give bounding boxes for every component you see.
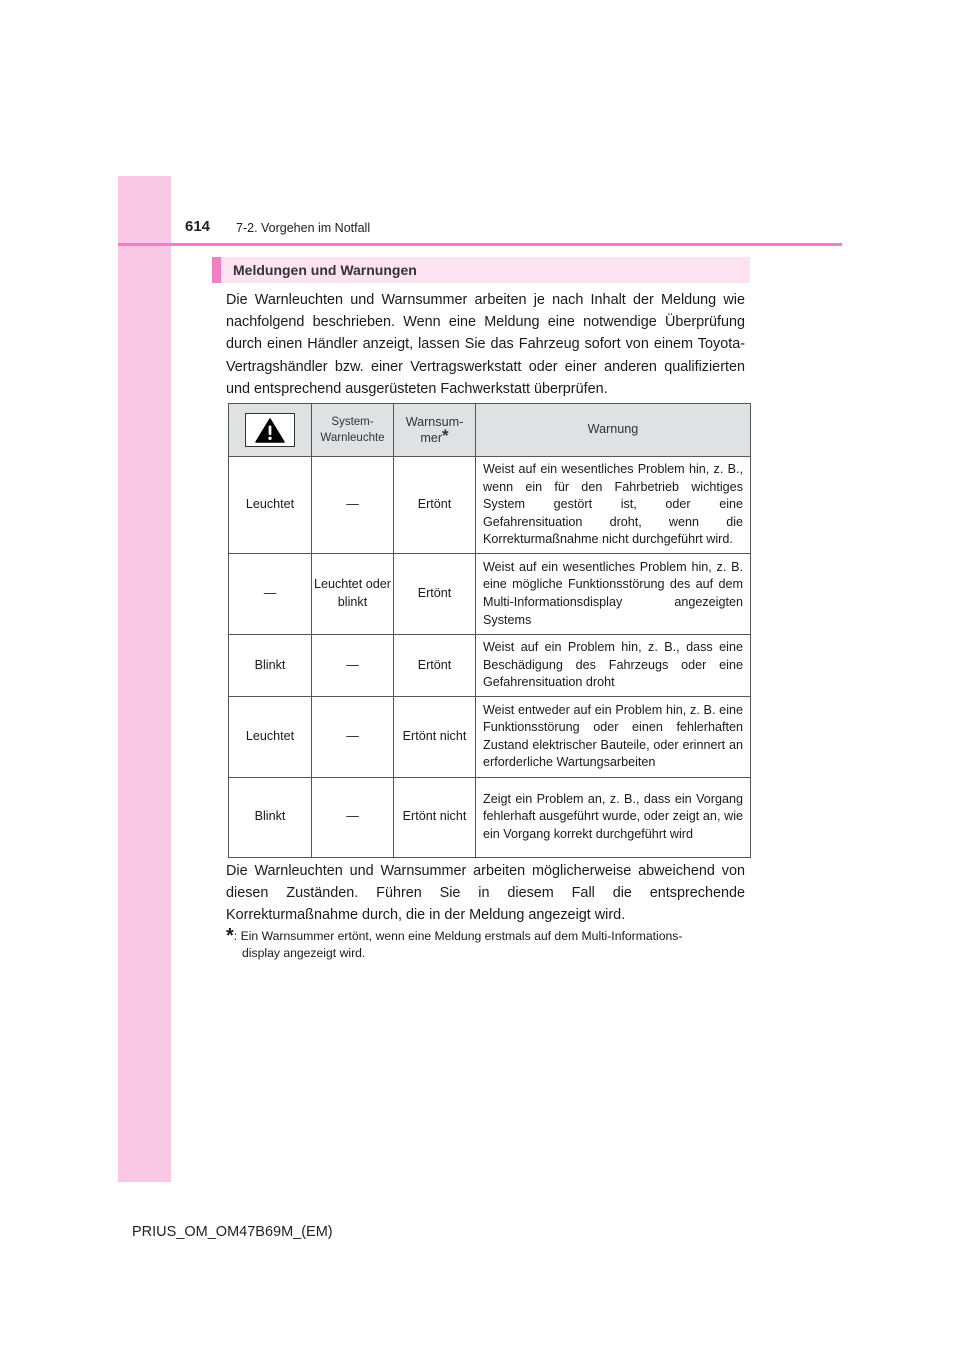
table-row bbox=[229, 635, 751, 697]
document-footer-code: PRIUS_OM_OM47B69M_(EM) bbox=[132, 1224, 333, 1240]
cell-indicator: — bbox=[229, 554, 312, 635]
header-warning-label: Warnung bbox=[587, 422, 639, 437]
cell-buzzer: Ertönt nicht bbox=[394, 777, 476, 857]
warning-table bbox=[228, 403, 751, 858]
cell-system-light: Leuchtet oder blinkt bbox=[312, 554, 394, 635]
cell-warning: Weist auf ein wesentliches Problem hin, z. B. eine mögliche Funktionsstörung des auf dem Multi-Informationsdisplay angezeigten Systems bbox=[476, 554, 751, 635]
cell-buzzer: Ertönt bbox=[394, 554, 476, 635]
header-buzzer-line2: mer bbox=[420, 431, 443, 445]
cell-system-light: — bbox=[312, 696, 394, 777]
page-number: 614 bbox=[185, 218, 211, 235]
section-title: 7-2. Vorgehen im Notfall bbox=[236, 221, 371, 235]
footnote bbox=[226, 925, 745, 962]
table-row bbox=[229, 777, 751, 857]
cell-warning: Zeigt ein Problem an, z. B., dass ein Vorgang fehlerhaft ausgeführt wurde, oder zeigt an, wie ein Vorgang korrekt durchgeführt wird bbox=[476, 777, 751, 857]
header-system-line2: Warnleuchte bbox=[320, 432, 385, 444]
header-buzzer-footnote-marker: * bbox=[442, 426, 449, 445]
cell-indicator: Leuchtet bbox=[229, 457, 312, 554]
table-row bbox=[229, 696, 751, 777]
cell-indicator: Blinkt bbox=[229, 777, 312, 857]
header-buzzer bbox=[394, 404, 476, 457]
subheading-title: Meldungen und Warnungen bbox=[233, 262, 417, 278]
footnote-text-line2: display angezeigt wird. bbox=[242, 946, 366, 960]
header-warning bbox=[476, 404, 751, 457]
cell-warning: Weist entweder auf ein Problem hin, z. B. eine Funktionsstörung oder einen fehlerhaften Zustand elektrischer Bauteile, oder erinnert an erforderliche Wartungsarbeiten bbox=[476, 696, 751, 777]
cell-indicator: Leuchtet bbox=[229, 696, 312, 777]
cell-system-light: — bbox=[312, 457, 394, 554]
cell-buzzer: Ertönt bbox=[394, 635, 476, 697]
footnote-marker: * bbox=[226, 925, 234, 947]
cell-buzzer: Ertönt nicht bbox=[394, 696, 476, 777]
footnote-text-line1: : Ein Warnsummer ertönt, wenn eine Meldung erstmals auf dem Multi-Informations- bbox=[233, 929, 683, 943]
table-row bbox=[229, 457, 751, 554]
cell-system-light: — bbox=[312, 777, 394, 857]
cell-system-light: — bbox=[312, 635, 394, 697]
warning-triangle-icon bbox=[245, 413, 295, 447]
header-rule bbox=[118, 243, 842, 246]
cell-buzzer: Ertönt bbox=[394, 457, 476, 554]
table-row bbox=[229, 554, 751, 635]
cell-warning: Weist auf ein Problem hin, z. B., dass eine Beschädigung des Fahrzeugs oder eine Gefahrensituation droht bbox=[476, 635, 751, 697]
intro-paragraph: Die Warnleuchten und Warnsummer arbeiten je nach Inhalt der Meldung wie nachfolgend beschrieben. Wenn eine Meldung eine notwendige Überprüfung durch einen Händler anzeigt, lassen Sie das Fahrzeug sofort von einem Toyota-Vertragshändler bzw. einer Vertragswerkstatt oder einer anderen qualifizierten und entsprechend ausgerüsteten Fachwerkstatt überprüfen. bbox=[226, 292, 745, 397]
table-header-row bbox=[229, 404, 751, 457]
chapter-sidebar-tab bbox=[118, 176, 171, 1182]
outro-paragraph: Die Warnleuchten und Warnsummer arbeiten möglicherweise abweichend von diesen Zuständen. Führen Sie in diesem Fall die entsprechende Korrekturmaßnahme durch, die in der Meldung angezeigt wird. bbox=[226, 863, 745, 924]
cell-indicator: Blinkt bbox=[229, 635, 312, 697]
subheading-bar bbox=[212, 257, 750, 283]
header-indicator-icon-cell bbox=[229, 404, 312, 457]
header-buzzer-line1: Warnsum- bbox=[405, 415, 464, 429]
cell-warning: Weist auf ein wesentliches Problem hin, z. B., wenn ein für den Fahrbetrieb wichtiges System gestört ist, oder eine Gefahrensituation droht, wenn die Korrekturmaßnahme nicht durchgeführt wird. bbox=[476, 457, 751, 554]
header-system-warning-light bbox=[312, 404, 394, 457]
header-system-line1: System- bbox=[331, 416, 374, 428]
